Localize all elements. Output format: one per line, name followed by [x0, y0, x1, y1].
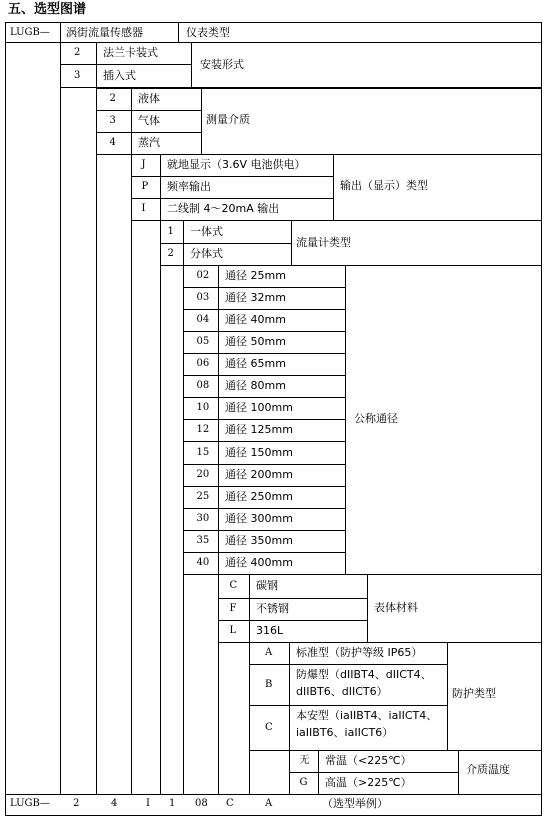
option-text: 通径 80mm — [225, 379, 286, 392]
option-text: 标准型（防护等级 IP65） — [296, 646, 423, 659]
option-text: 频率输出 — [167, 180, 211, 193]
option-code: 3 — [74, 69, 81, 81]
group-label: 输出（显示）类型 — [340, 179, 428, 192]
grid-line-h — [183, 464, 346, 465]
grid-line-h — [96, 88, 542, 89]
grid-line-v — [289, 642, 290, 751]
option-text: 通径 50mm — [225, 335, 286, 348]
grid-line-v — [131, 154, 132, 794]
grid-line-h — [249, 664, 448, 665]
grid-line-h — [183, 309, 346, 310]
option-text: 就地显示（3.6V 电池供电） — [167, 158, 306, 171]
example-code: 08 — [195, 798, 208, 809]
option-text: 本安型（iaIIBT4、iaIICT4、 — [296, 709, 438, 722]
option-code: 10 — [196, 402, 210, 413]
option-text-continued: dIIBT6、dIICT6） — [296, 685, 388, 698]
option-text: 通径 300mm — [225, 512, 293, 525]
group-label: 介质温度 — [466, 763, 510, 776]
option-text: 通径 65mm — [225, 357, 286, 370]
model-code: LUGB— — [10, 27, 50, 38]
option-text: 不锈钢 — [256, 602, 289, 615]
grid-line-v — [191, 42, 192, 88]
grid-line-v — [5, 794, 6, 816]
grid-line-v — [160, 220, 161, 794]
option-text: 一体式 — [190, 224, 223, 238]
option-text: 通径 400mm — [225, 556, 293, 569]
grid-line-v — [201, 88, 202, 155]
option-text: 法兰卡装式 — [103, 46, 158, 59]
option-code: 06 — [196, 358, 210, 369]
grid-line-h — [5, 794, 542, 795]
grid-line-h — [218, 574, 542, 575]
grid-line-h — [96, 110, 202, 111]
option-text-continued: iaIIBT6、iaIICT6） — [296, 726, 394, 739]
grid-line-h — [183, 419, 346, 420]
grid-line-v — [96, 42, 97, 88]
grid-line-v — [218, 574, 219, 794]
option-text: 通径 100mm — [225, 401, 293, 414]
option-code: 15 — [196, 446, 210, 458]
grid-line-h — [183, 287, 346, 288]
option-code: B — [265, 678, 273, 690]
grid-line-v — [541, 22, 542, 794]
option-code: 12 — [196, 424, 210, 435]
option-text: 二线制 4～20mA 输出 — [167, 202, 280, 215]
grid-line-h — [5, 815, 542, 816]
option-text: 常温（<225℃） — [325, 754, 412, 767]
grid-line-v — [218, 265, 219, 575]
example-code: 1 — [169, 798, 176, 809]
example-code: I — [146, 798, 150, 809]
option-code: 4 — [109, 137, 116, 148]
option-code: C — [265, 721, 273, 733]
option-code: 05 — [196, 336, 210, 347]
example-code: C — [226, 798, 234, 809]
option-code: 08 — [196, 380, 210, 391]
example-code: LUGB— — [10, 798, 50, 809]
option-text: 通径 150mm — [225, 445, 293, 459]
option-code: J — [141, 159, 146, 170]
option-code: L — [229, 625, 237, 636]
grid-line-h — [60, 64, 192, 65]
option-text: 蒸汽 — [138, 136, 160, 149]
option-text: 通径 250mm — [225, 490, 293, 503]
option-code: 25 — [196, 491, 210, 502]
page-title: 五、选型图谱 — [8, 2, 87, 17]
grid-line-h — [289, 772, 459, 773]
grid-line-v — [60, 22, 61, 43]
grid-line-v — [447, 642, 448, 751]
option-text: 高温（>225℃） — [325, 776, 412, 789]
grid-line-v — [96, 88, 97, 794]
grid-line-h — [183, 508, 346, 509]
grid-line-v — [345, 265, 346, 575]
grid-line-h — [183, 397, 346, 398]
option-code: 30 — [196, 513, 210, 524]
example-label: （选型举例） — [322, 797, 388, 810]
option-text: 通径 200mm — [225, 468, 293, 481]
grid-line-h — [183, 265, 542, 266]
option-text: 分体式 — [190, 247, 223, 260]
option-text: 防爆型（dIIBT4、dIICT4、 — [296, 668, 432, 681]
grid-line-v — [333, 154, 334, 221]
option-code: 20 — [196, 469, 210, 480]
option-code: 02 — [196, 270, 210, 281]
grid-line-h — [183, 530, 346, 531]
option-code: 2 — [167, 248, 174, 259]
option-code: 2 — [109, 93, 116, 104]
grid-line-v — [60, 42, 61, 794]
example-code: 2 — [73, 798, 80, 809]
grid-line-h — [131, 198, 334, 199]
grid-line-h — [160, 220, 542, 221]
group-label: 表体材料 — [374, 601, 418, 614]
grid-line-v — [541, 794, 542, 816]
option-text: 液体 — [138, 92, 160, 105]
grid-line-v — [367, 574, 368, 643]
option-text: 通径 40mm — [225, 313, 286, 326]
option-text: 碳钢 — [256, 579, 278, 592]
grid-line-v — [5, 22, 6, 794]
grid-line-h — [218, 598, 368, 599]
grid-line-h — [218, 620, 368, 621]
grid-line-v — [178, 22, 179, 43]
group-label: 防护类型 — [452, 687, 496, 700]
option-text: 通径 32mm — [225, 291, 286, 304]
example-code: 4 — [111, 798, 118, 809]
option-code: 2 — [74, 47, 81, 58]
option-code: I — [141, 203, 146, 214]
grid-line-v — [160, 154, 161, 221]
option-text: 插入式 — [103, 68, 136, 82]
grid-line-h — [131, 176, 334, 177]
group-label: 公称通径 — [354, 412, 398, 425]
option-text: 通径 350mm — [225, 534, 293, 547]
option-text: 316L — [256, 624, 284, 637]
product-name-label: 涡街流量传感器 — [66, 26, 143, 39]
option-code: 03 — [196, 292, 210, 303]
option-text: 通径 125mm — [225, 423, 293, 436]
option-code: C — [229, 580, 238, 591]
option-text: 通径 25mm — [225, 269, 286, 282]
grid-line-h — [183, 353, 346, 354]
grid-line-h — [183, 331, 346, 332]
option-code: F — [229, 603, 237, 614]
option-code: 3 — [109, 115, 116, 126]
example-code: A — [265, 798, 273, 809]
group-label: 测量介质 — [206, 113, 250, 126]
group-label: 流量计类型 — [296, 236, 351, 249]
grid-line-v — [249, 574, 250, 643]
grid-line-h — [249, 705, 448, 706]
option-code: A — [265, 647, 273, 658]
option-code: G — [299, 777, 308, 788]
option-code: P — [141, 181, 149, 192]
grid-line-h — [131, 154, 542, 155]
grid-line-h — [183, 375, 346, 376]
grid-line-h — [60, 42, 542, 43]
option-code: 04 — [196, 314, 210, 325]
instrument-type-label: 仪表类型 — [186, 26, 230, 39]
grid-line-h — [289, 750, 542, 751]
option-code: 35 — [196, 535, 210, 546]
grid-line-h — [249, 642, 542, 643]
option-code: 无 — [299, 755, 310, 766]
grid-line-h — [183, 552, 346, 553]
grid-line-h — [183, 441, 346, 442]
option-code: 40 — [196, 557, 210, 568]
option-text: 气体 — [138, 114, 160, 127]
grid-line-h — [160, 243, 292, 244]
grid-line-h — [96, 132, 202, 133]
grid-line-h — [5, 22, 542, 23]
option-code: 1 — [167, 225, 174, 237]
grid-line-v — [131, 88, 132, 155]
grid-line-h — [183, 486, 346, 487]
group-label: 安装形式 — [200, 58, 244, 71]
